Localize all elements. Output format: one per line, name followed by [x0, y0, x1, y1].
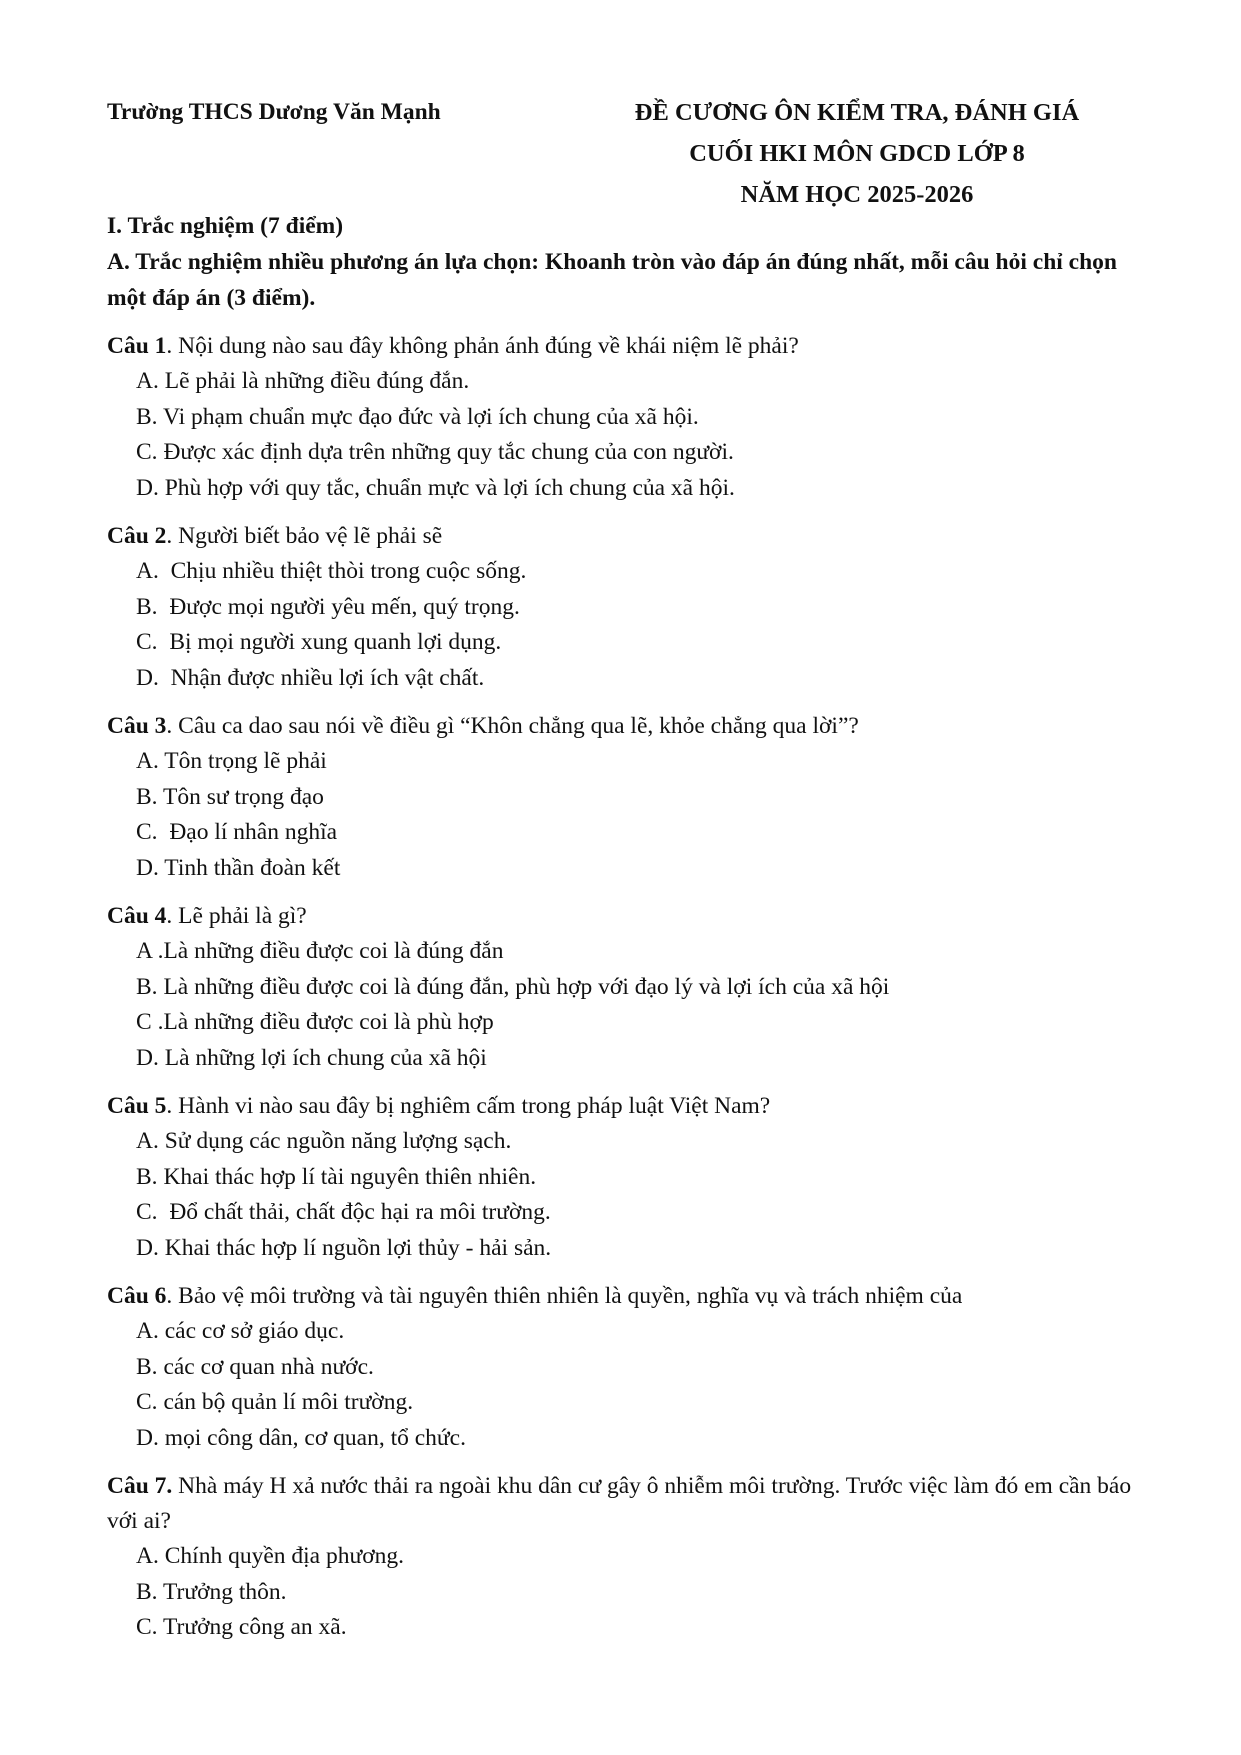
- option-text: Đạo lí nhân nghĩa: [157, 819, 338, 845]
- option-letter: D.: [136, 854, 159, 881]
- answer-option: [107, 1195, 1147, 1231]
- answer-option: [107, 744, 1147, 780]
- option-letter: A.: [136, 1128, 159, 1154]
- question-number: Câu 5: [107, 1093, 167, 1119]
- option-text: Là những điều được coi là đúng đắn, phù hợp với đạo lý và lợi ích của xã hội: [157, 973, 890, 1000]
- option-text: Tôn sư trọng đạo: [157, 783, 324, 810]
- question-number: Câu 7.: [107, 1473, 173, 1499]
- option-letter: A.: [136, 748, 159, 774]
- answer-option: [107, 780, 1147, 816]
- answer-option: [107, 400, 1147, 436]
- option-letter: B.: [136, 1163, 158, 1190]
- document-title: [547, 92, 1167, 215]
- option-text: Chịu nhiều thiệt thòi trong cuộc sống.: [158, 558, 527, 584]
- option-text: .Là những điều được coi là đúng đắn: [151, 938, 504, 964]
- question-text: . Hành vi nào sau đây bị nghiêm cấm trong pháp luật Việt Nam?: [166, 1093, 771, 1119]
- part-text: . Trắc nghiệm nhiều phương án lựa chọn: Khoanh tròn vào đáp án đúng nhất, mỗi câu hỏi chỉ chọn một đáp án (3 điểm).: [107, 249, 1117, 311]
- answer-option: [107, 471, 1147, 507]
- question-text: Nhà máy H xả nước thải ra ngoài khu dân cư gây ô nhiễm môi trường. Trước việc làm đó em cần báo với ai?: [107, 1473, 1132, 1534]
- question-stem: [107, 1469, 1147, 1539]
- option-letter: C.: [136, 629, 158, 655]
- option-letter: B.: [136, 1578, 158, 1605]
- question-stem: [107, 709, 1147, 744]
- answer-option: [107, 590, 1147, 626]
- question-stem: [107, 1089, 1147, 1124]
- answer-option: [107, 1575, 1147, 1611]
- option-text: Lẽ phải là những điều đúng đắn.: [158, 368, 470, 394]
- option-letter: B.: [136, 783, 158, 810]
- option-letter: A: [136, 938, 152, 964]
- question-item: [107, 1279, 1147, 1456]
- question-item: [107, 709, 1147, 886]
- answer-option: [107, 1005, 1147, 1041]
- answer-option: [107, 554, 1147, 590]
- question-number: Câu 1: [107, 333, 167, 359]
- question-stem: [107, 1279, 1147, 1314]
- question-item: [107, 899, 1147, 1076]
- part-label: A: [107, 249, 124, 275]
- question-number: Câu 3: [107, 713, 167, 739]
- answer-option: [107, 1385, 1147, 1421]
- answer-option: [107, 1160, 1147, 1196]
- question-text: . Người biết bảo vệ lẽ phải sẽ: [166, 523, 443, 549]
- option-text: Phù hợp với quy tắc, chuẩn mực và lợi ích chung của xã hội.: [158, 474, 735, 501]
- option-letter: D.: [136, 1044, 159, 1071]
- answer-option: [107, 1610, 1147, 1646]
- answer-option: [107, 1539, 1147, 1575]
- title-line: CUỐI HKI MÔN GDCD LỚP 8: [689, 140, 1025, 167]
- option-text: các cơ sở giáo dục.: [158, 1318, 345, 1344]
- option-letter: B.: [136, 973, 158, 1000]
- option-letter: B.: [136, 403, 158, 430]
- question-text: . Lẽ phải là gì?: [166, 903, 307, 929]
- question-stem: [107, 519, 1147, 554]
- title-line: NĂM HỌC 2025-2026: [740, 181, 974, 208]
- document-header: [107, 92, 1241, 212]
- option-text: Chính quyền địa phương.: [158, 1543, 404, 1569]
- answer-option: [107, 625, 1147, 661]
- option-text: Khai thác hợp lí tài nguyên thiên nhiên.: [157, 1163, 537, 1190]
- answer-option: [107, 661, 1147, 697]
- question-list: [107, 329, 1147, 1646]
- question-text: . Câu ca dao sau nói về điều gì “Khôn chẳng qua lẽ, khỏe chẳng qua lời”?: [166, 713, 859, 739]
- option-text: Đổ chất thải, chất độc hại ra môi trường.: [157, 1199, 551, 1225]
- title-line: ĐỀ CƯƠNG ÔN KIỂM TRA, ĐÁNH GIÁ: [634, 99, 1080, 126]
- option-letter: C.: [136, 819, 158, 845]
- answer-option: [107, 1421, 1147, 1457]
- option-letter: D.: [136, 1234, 159, 1261]
- answer-option: [107, 1041, 1147, 1077]
- option-text: Nhận được nhiều lợi ích vật chất.: [158, 664, 485, 691]
- option-letter: A.: [136, 1543, 159, 1569]
- question-item: [107, 329, 1147, 506]
- option-text: Khai thác hợp lí nguồn lợi thủy - hải sản.: [158, 1234, 552, 1261]
- option-letter: D.: [136, 474, 159, 501]
- option-letter: A.: [136, 558, 159, 584]
- question-item: [107, 519, 1147, 696]
- answer-option: [107, 934, 1147, 970]
- option-text: Bị mọi người xung quanh lợi dụng.: [157, 629, 502, 655]
- question-text: . Bảo vệ môi trường và tài nguyên thiên nhiên là quyền, nghĩa vụ và trách nhiệm của: [166, 1283, 963, 1309]
- option-text: Tôn trọng lẽ phải: [158, 748, 327, 774]
- question-item: [107, 1089, 1147, 1266]
- answer-option: [107, 815, 1147, 851]
- option-text: Trưởng thôn.: [157, 1578, 287, 1605]
- answer-option: [107, 851, 1147, 887]
- option-letter: D.: [136, 664, 159, 691]
- answer-option: [107, 1314, 1147, 1350]
- option-letter: C.: [136, 1199, 158, 1225]
- school-name: Trường THCS Dương Văn Mạnh: [107, 99, 441, 125]
- answer-option: [107, 435, 1147, 471]
- question-number: Câu 4: [107, 903, 167, 929]
- option-letter: C.: [136, 1389, 158, 1415]
- question-stem: [107, 899, 1147, 934]
- answer-option: [107, 1231, 1147, 1267]
- option-text: các cơ quan nhà nước.: [157, 1353, 374, 1380]
- option-letter: A.: [136, 368, 159, 394]
- answer-option: [107, 364, 1147, 400]
- option-text: Vi phạm chuẩn mực đạo đức và lợi ích chung của xã hội.: [157, 403, 699, 430]
- section-title: I. Trắc nghiệm (7 điểm): [107, 213, 344, 239]
- option-text: Tinh thần đoàn kết: [158, 854, 341, 881]
- document-body: [107, 208, 1147, 1646]
- option-letter: B.: [136, 593, 158, 620]
- part-instruction: [107, 244, 1147, 316]
- option-letter: B.: [136, 1353, 158, 1380]
- option-text: cán bộ quản lí môi trường.: [157, 1389, 414, 1415]
- option-text: .Là những điều được coi là phù hợp: [151, 1009, 494, 1035]
- option-letter: C.: [136, 439, 158, 465]
- answer-option: [107, 1350, 1147, 1386]
- option-text: Là những lợi ích chung của xã hội: [158, 1044, 487, 1071]
- question-item: [107, 1469, 1147, 1646]
- option-text: Sử dụng các nguồn năng lượng sạch.: [158, 1128, 512, 1154]
- option-text: Được mọi người yêu mến, quý trọng.: [157, 593, 520, 620]
- option-letter: D.: [136, 1424, 159, 1451]
- option-letter: C: [136, 1009, 152, 1035]
- answer-option: [107, 970, 1147, 1006]
- answer-option: [107, 1124, 1147, 1160]
- option-letter: C.: [136, 1614, 158, 1640]
- question-number: Câu 2: [107, 523, 167, 549]
- question-stem: [107, 329, 1147, 364]
- option-text: Trưởng công an xã.: [157, 1614, 347, 1640]
- option-letter: A.: [136, 1318, 159, 1344]
- option-text: Được xác định dựa trên những quy tắc chung của con người.: [157, 439, 734, 465]
- option-text: mọi công dân, cơ quan, tổ chức.: [158, 1424, 466, 1451]
- question-text: . Nội dung nào sau đây không phản ánh đúng về khái niệm lẽ phải?: [166, 333, 799, 359]
- question-number: Câu 6: [107, 1283, 167, 1309]
